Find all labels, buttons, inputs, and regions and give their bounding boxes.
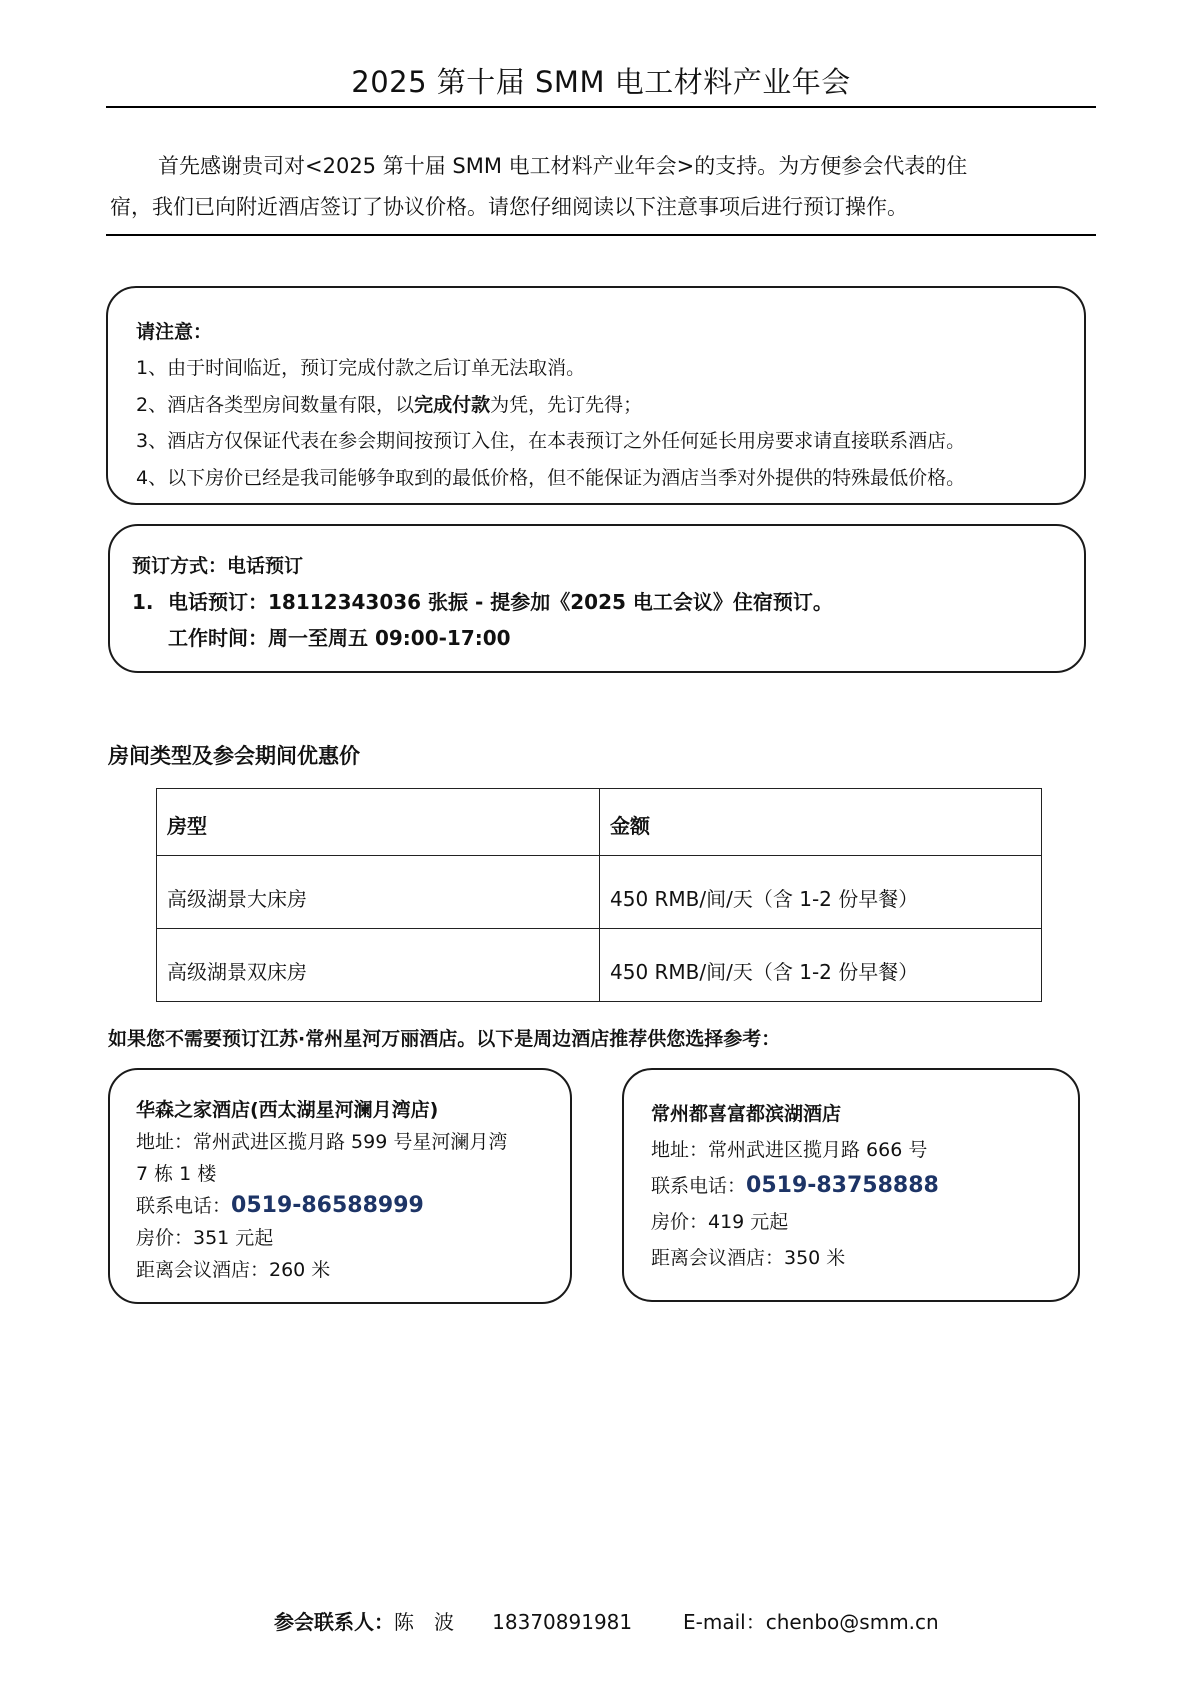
- booking-heading: 预订方式：电话预订: [132, 555, 304, 577]
- hotel-address: 地址：常州武进区揽月路 666 号: [651, 1139, 928, 1161]
- booking-phone-text: 电话预订：18112343036 张振 - 提参加《2025 电工会议》住宿预订。: [168, 590, 833, 614]
- hotel-address-line-1: 地址：常州武进区揽月路 599 号星河澜月湾: [136, 1131, 508, 1153]
- hotel-card-huasen: [108, 1068, 572, 1304]
- header-room-type: 房型: [157, 789, 600, 856]
- footer-contact-label: 参会联系人：: [274, 1610, 394, 1634]
- notice-item-3: 3、酒店方仅保证代表在参会期间按预订入住，在本表预订之外任何延长用房要求请直接联系酒店。: [136, 430, 966, 452]
- hotel-phone-row: [136, 1190, 570, 1222]
- notice-item-4: 4、以下房价已经是我司能够争取到的最低价格，但不能保证为酒店当季对外提供的特殊最低价格。: [136, 466, 966, 489]
- hotel-price: 房价：351 元起: [136, 1227, 274, 1249]
- table-row: [157, 929, 1042, 1002]
- page-title: 2025 第十届 SMM 电工材料产业年会: [351, 65, 851, 99]
- room-type-cell: 高级湖景双床房: [157, 929, 600, 1002]
- intro-rule: [106, 234, 1096, 236]
- footer-contact-name: 陈 波: [394, 1610, 454, 1634]
- notice-heading: 请注意：: [136, 321, 213, 343]
- intro-paragraph: [110, 146, 1100, 228]
- notice-item-2-suffix: 为凭，先订先得；: [490, 393, 643, 416]
- hotel-distance: 距离会议酒店：260 米: [136, 1259, 331, 1281]
- table-row: [157, 856, 1042, 929]
- hotel-name: 常州都喜富都滨湖酒店: [651, 1103, 842, 1125]
- room-price-cell: 450 RMB/间/天（含 1-2 份早餐）: [600, 929, 1042, 1002]
- notice-item-2-prefix: 2、酒店各类型房间数量有限，以: [136, 393, 415, 416]
- hotel-phone-number: 0519-86588999: [231, 1193, 424, 1218]
- hotel-name: 华森之家酒店(西太湖星河澜月湾店): [136, 1099, 439, 1121]
- header-amount: 金额: [600, 789, 1042, 856]
- notice-item-2-emphasis: 完成付款: [414, 393, 491, 416]
- intro-line-2: 宿，我们已向附近酒店签订了协议价格。请您仔细阅读以下注意事项后进行预订操作。: [110, 195, 908, 219]
- hotel-address-line-2: 7 栋 1 楼: [136, 1163, 217, 1185]
- notice-box: [106, 286, 1086, 505]
- hotel-phone-number: 0519-83758888: [746, 1173, 939, 1198]
- hotel-card-duxi: [622, 1068, 1080, 1302]
- notice-item-2: [136, 387, 1084, 424]
- room-price-cell: 450 RMB/间/天（含 1-2 份早餐）: [600, 856, 1042, 929]
- booking-item-number: 1.: [132, 590, 154, 614]
- footer-contact: [274, 1606, 939, 1635]
- booking-phone-line: [132, 584, 1084, 620]
- booking-box: [108, 524, 1086, 673]
- rooms-table: [156, 788, 1042, 1002]
- booking-hours-line: 工作时间：周一至周五 09:00-17:00: [168, 626, 511, 650]
- hotel-phone-label: 联系电话：: [651, 1175, 747, 1197]
- table-header-row: [157, 789, 1042, 856]
- notice-item-1: 1、由于时间临近，预订完成付款之后订单无法取消。: [136, 357, 586, 379]
- room-type-cell: 高级湖景大床房: [157, 856, 600, 929]
- footer-contact-email: E-mail：chenbo@smm.cn: [683, 1610, 939, 1634]
- hotel-distance: 距离会议酒店：350 米: [651, 1247, 846, 1269]
- intro-line-1: 首先感谢贵司对<2025 第十届 SMM 电工材料产业年会>的支持。为方便参会代表的住: [158, 154, 968, 178]
- title-rule: [106, 106, 1096, 108]
- hotel-price: 房价：419 元起: [651, 1211, 789, 1233]
- hotel-phone-label: 联系电话：: [136, 1195, 232, 1217]
- hotel-phone-row: [651, 1168, 1078, 1204]
- footer-contact-phone: 18370891981: [492, 1610, 633, 1634]
- alternatives-title: 如果您不需要预订江苏·常州星河万丽酒店。以下是周边酒店推荐供您选择参考：: [108, 1028, 781, 1050]
- rooms-section-title: 房间类型及参会期间优惠价: [108, 744, 360, 768]
